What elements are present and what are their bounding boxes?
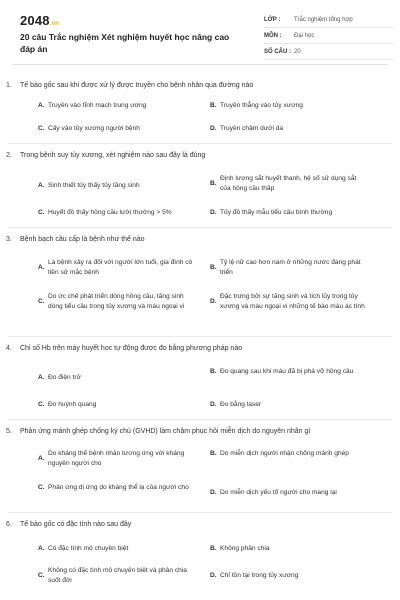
option-a[interactable]: A. Là bệnh xảy ra đối với người lớn tuổi, gia đình có tiền sử mắc bệnh xyxy=(38,259,193,276)
divider xyxy=(8,512,392,513)
option-a[interactable]: A. Truyền vào tĩnh mạch trung ương xyxy=(38,102,147,109)
option-c[interactable]: C. Cấy vào tủy xương người bệnh xyxy=(38,125,140,132)
divider xyxy=(8,419,392,420)
divider xyxy=(8,143,392,144)
option-a[interactable]: A. Có đặc tính mô chuyên biệt xyxy=(38,545,129,552)
page-header xyxy=(12,0,388,65)
option-a[interactable]: A. Đo điện trở xyxy=(38,374,81,381)
option-d[interactable]: D. Đo bằng laser xyxy=(210,401,262,408)
meta-subject: MÔN : Đại học xyxy=(264,28,394,44)
option-c[interactable]: C. Huyết đồ thấy hồng cầu lưới thường > 5% xyxy=(38,209,172,216)
option-d[interactable]: D. Truyền chậm dưới da xyxy=(210,125,284,132)
option-a[interactable]: A. Do kháng thể bệnh nhân tương ứng với kháng nguyên người cho xyxy=(38,450,185,467)
option-d[interactable]: D. Do miễn dịch yếu tố người cho mang lại xyxy=(210,489,337,496)
site-logo[interactable]: 2048.vn xyxy=(20,13,60,28)
option-d[interactable]: D. Chỉ tồn tại trong tủy xương xyxy=(210,572,299,579)
page-title: 20 câu Trắc nghiệm Xét nghiệm huyết học nâng cao đáp án xyxy=(20,32,230,54)
option-b[interactable]: B. Tỷ lệ nữ cao hơn nam ở những nước đang phát triển xyxy=(210,259,361,276)
question-text: Phản ứng mảnh ghép chống ký chủ (GVHD) làm chậm phục hồi miễn dịch do nguyên nhân gì xyxy=(20,428,311,435)
option-c[interactable]: C. Không có đặc tính mô chuyên biệt và phân chia suốt đời xyxy=(38,567,187,584)
option-d[interactable]: D. Tủy đồ thấy mẫu tiểu cầu bình thường xyxy=(210,209,333,216)
quiz-meta xyxy=(264,12,394,60)
question-text: Chỉ số Hb trên máy huyết học tự động được đo bằng phương pháp nào xyxy=(20,345,243,352)
question-text: Bệnh bạch cầu cấp là bệnh như thế nào xyxy=(20,236,145,243)
question-text: Trong bệnh suy tủy xương, xét nghiệm nào sau đây là đúng xyxy=(20,152,206,159)
option-b[interactable]: B. Truyền thẳng vào tủy xương xyxy=(210,102,303,109)
option-a[interactable]: A. Sinh thiết tủy thấy tủy tăng sinh xyxy=(38,182,140,189)
quiz-page: 2048.vn 20 câu Trắc nghiệm Xét nghiệm huyết học nâng cao đáp án LỚP : Trắc nghiệm tổng hợp MÔN : Đại học SỐ CÂU : 20 1. Tế bào gốc sau khi được xử lý được truyền cho bệnh nhân qua đường nào A. Truyền vào tĩnh mạch trung ương B. Truyền thẳng vào tủy xương C. Cấy vào tủy xương người bệnh D. Truyền chậm dưới da 2. Trong bệnh suy tủy xương, xét nghiệm nào sau đây là đúng A. Sinh thiết tủy thấy tủy tăng sinh B. Định lượng sắt huyết thanh, hệ số sử dụng sắt của hồng cầu thấp C. Huyết đồ thấy hồng cầu lưới thường > 5% D. Tủy đồ thấy mẫu tiểu cầu bình thường 3. Bệnh bạch cầu cấp là bệnh như thế nào A. Là bệnh xảy ra đối với người lớn tuổi, gia đình có tiền sử mắc bệnh B. Tỷ lệ nữ cao hơn nam ở những nước đang phát triển C. Do ức chế phát triển dòng hồng cầu, tăng sinh dòng tiểu cầu trong tủy xương và máu ngoại vi D. Đặc trưng bởi sự tăng sinh và tích lũy trong tủy xương và máu ngoại vi những tế bào máu ác tính 4. Chỉ số Hb trên máy huyết học tự động được đo bằng phương pháp nào A. Đo điện trở B. Đo quang sau khi máu đã bị phá vỡ hồng cầu C. Đo huỳnh quang D. Đo bằng laser 5. Phản ứng mảnh ghép chống ký chủ (GVHD) làm chậm phục hồi miễn dịch do nguyên nhân gì A. Do kháng thể bệnh nhân tương ứng với kháng nguyên người cho B. Do miễn dịch người nhận chống mảnh ghép C. Phản ứng dị ứng do kháng thể lạ của người cho D. Do miễn dịch yếu tố người cho mang lại 6. Tế bào gốc có đặc tính nào sau đây A. Có đặc tính mô chuyên biệt B. Không phân chia C. Không có đặc tính mô chuyên biệt và phân chia suốt đời D. Chỉ tồn tại trong tủy xương xyxy=(0,0,400,600)
option-c[interactable]: C. Phản ứng dị ứng do kháng thể lạ của người cho xyxy=(38,484,189,491)
option-c[interactable]: C. Đo huỳnh quang xyxy=(38,401,97,408)
option-b[interactable]: B. Đo quang sau khi máu đã bị phá vỡ hồng cầu xyxy=(210,368,354,375)
option-b[interactable]: B. Định lượng sắt huyết thanh, hệ số sử dụng sắt của hồng cầu thấp xyxy=(210,175,357,192)
option-d[interactable]: D. Đặc trưng bởi sự tăng sinh và tích lũy trong tủy xương và máu ngoại vi những tế bào máu ác tính xyxy=(210,293,365,310)
divider xyxy=(8,227,392,228)
option-c[interactable]: C. Do ức chế phát triển dòng hồng cầu, tăng sinh dòng tiểu cầu trong tủy xương và máu ngoại vi xyxy=(38,293,185,310)
divider xyxy=(8,336,392,337)
option-b[interactable]: B. Do miễn dịch người nhận chống mảnh ghép xyxy=(210,450,349,457)
option-b[interactable]: B. Không phân chia xyxy=(210,545,270,552)
question-text: Tế bào gốc có đặc tính nào sau đây xyxy=(20,521,132,528)
question-text: Tế bào gốc sau khi được xử lý được truyền cho bệnh nhân qua đường nào xyxy=(20,82,254,89)
meta-class: LỚP : Trắc nghiệm tổng hợp xyxy=(264,12,394,28)
meta-count: SỐ CÂU : 20 xyxy=(264,44,394,60)
